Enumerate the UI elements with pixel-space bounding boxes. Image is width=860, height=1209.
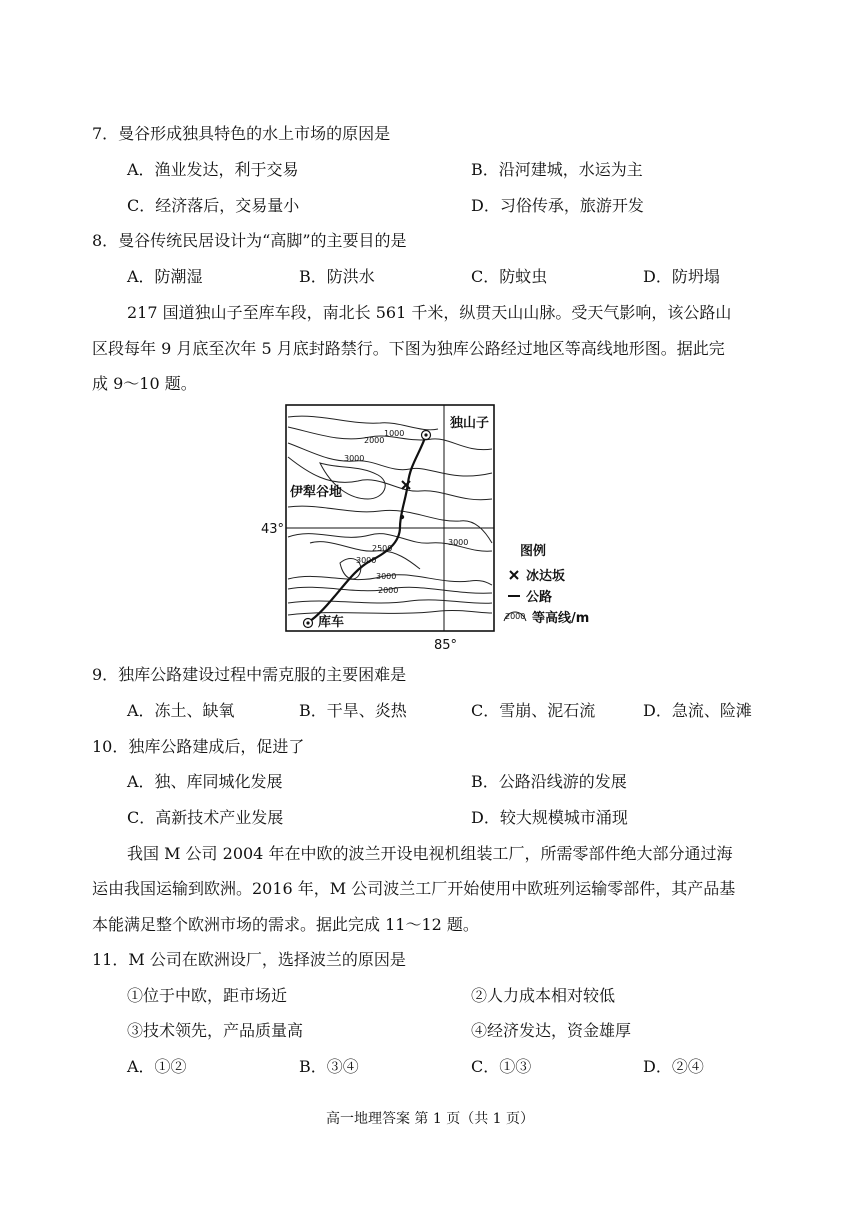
contour-label: 2000	[364, 436, 385, 445]
q8-stem: 8．曼谷传统民居设计为“高脚”的主要目的是	[92, 231, 407, 250]
road-point	[400, 515, 404, 519]
map-legend	[504, 543, 589, 626]
legend-pass-label: 冰达坂	[526, 569, 566, 584]
q7-option-c: C．经济落后，交易量小	[127, 196, 300, 215]
q11-statement-3: ③技术领先，产品质量高	[127, 1021, 304, 1040]
latitude-label: 43°	[261, 522, 285, 537]
legend-road-label: 公路	[526, 590, 553, 605]
passage1-line3: 成 9～10 题。	[92, 374, 197, 393]
q9-stem: 9．独库公路建设过程中需克服的主要困难是	[92, 665, 407, 684]
passage2-line3: 本能满足整个欧洲市场的需求。据此完成 11～12 题。	[92, 915, 479, 934]
contour-label: 2000	[378, 586, 399, 595]
q8-option-b: B．防洪水	[299, 267, 375, 286]
q11-option-a: A．①②	[127, 1057, 187, 1076]
passage1-line1: 217 国道独山子至库车段，南北长 561 千米，纵贯天山山脉。受天气影响，该公路山	[127, 303, 732, 322]
contour-map	[260, 403, 600, 655]
legend-pass-icon	[510, 571, 518, 579]
q7-stem: 7．曼谷形成独具特色的水上市场的原因是	[92, 124, 391, 143]
q9-option-a: A．冻土、缺氧	[127, 701, 235, 720]
contour-label: 3000	[448, 538, 469, 547]
q10-stem: 10．独库公路建成后，促进了	[92, 737, 305, 756]
contour-label: 1000	[384, 429, 405, 438]
q9-option-b: B．干旱、炎热	[299, 701, 407, 720]
contour-label: 3000	[376, 572, 397, 581]
q10-option-c: C．高新技术产业发展	[127, 808, 284, 827]
q11-option-b: B．③④	[299, 1057, 359, 1076]
passage2-line2: 运由我国运输到欧洲。2016 年，M 公司波兰工厂开始使用中欧班列运输零部件，其产品基	[92, 879, 736, 898]
longitude-label: 85°	[434, 638, 458, 653]
q11-option-c: C．①③	[471, 1057, 532, 1076]
q11-statement-4: ④经济发达，资金雄厚	[471, 1021, 632, 1040]
q7-option-d: D．习俗传承，旅游开发	[471, 196, 644, 215]
legend-contour-label: 等高线/m	[532, 611, 590, 626]
q11-option-d: D．②④	[643, 1057, 704, 1076]
q10-option-d: D．较大规模城市涌现	[471, 808, 628, 827]
contour-label: 2500	[372, 544, 393, 553]
q8-option-c: C．防蚊虫	[471, 267, 548, 286]
place-label-south: 库车	[318, 615, 345, 630]
q7-option-b: B．沿河建城，水运为主	[471, 160, 643, 179]
place-label-valley: 伊犁谷地	[290, 485, 343, 500]
map-frame	[286, 405, 494, 631]
q9-option-c: C．雪崩、泥石流	[471, 701, 596, 720]
passage2-line1: 我国 M 公司 2004 年在中欧的波兰开设电视机组装工厂，所需零部件绝大部分通过海	[127, 844, 733, 863]
contour-label: 3000	[356, 556, 377, 565]
q10-option-b: B．公路沿线游的发展	[471, 772, 627, 791]
passage1-line2: 区段每年 9 月底至次年 5 月底封路禁行。下图为独库公路经过地区等高线地形图。据此完	[92, 339, 725, 358]
legend-contour-sample: 2000	[505, 612, 526, 621]
q10-option-a: A．独、库同城化发展	[127, 772, 283, 791]
page-footer: 高一地理答案 第 1 页（共 1 页）	[325, 1111, 535, 1127]
q7-option-a: A．渔业发达，利于交易	[127, 160, 299, 179]
q11-statement-1: ①位于中欧，距市场近	[127, 986, 288, 1005]
q11-stem: 11．M 公司在欧洲设厂，选择波兰的原因是	[92, 950, 406, 969]
q11-statement-2: ②人力成本相对较低	[471, 986, 616, 1005]
q8-option-d: D．防坍塌	[643, 267, 720, 286]
legend-title: 图例	[520, 544, 547, 559]
place-label-north: 独山子	[450, 416, 490, 431]
contour-label: 3000	[344, 454, 365, 463]
q9-option-d: D．急流、险滩	[643, 701, 752, 720]
q8-option-a: A．防潮湿	[127, 267, 203, 286]
